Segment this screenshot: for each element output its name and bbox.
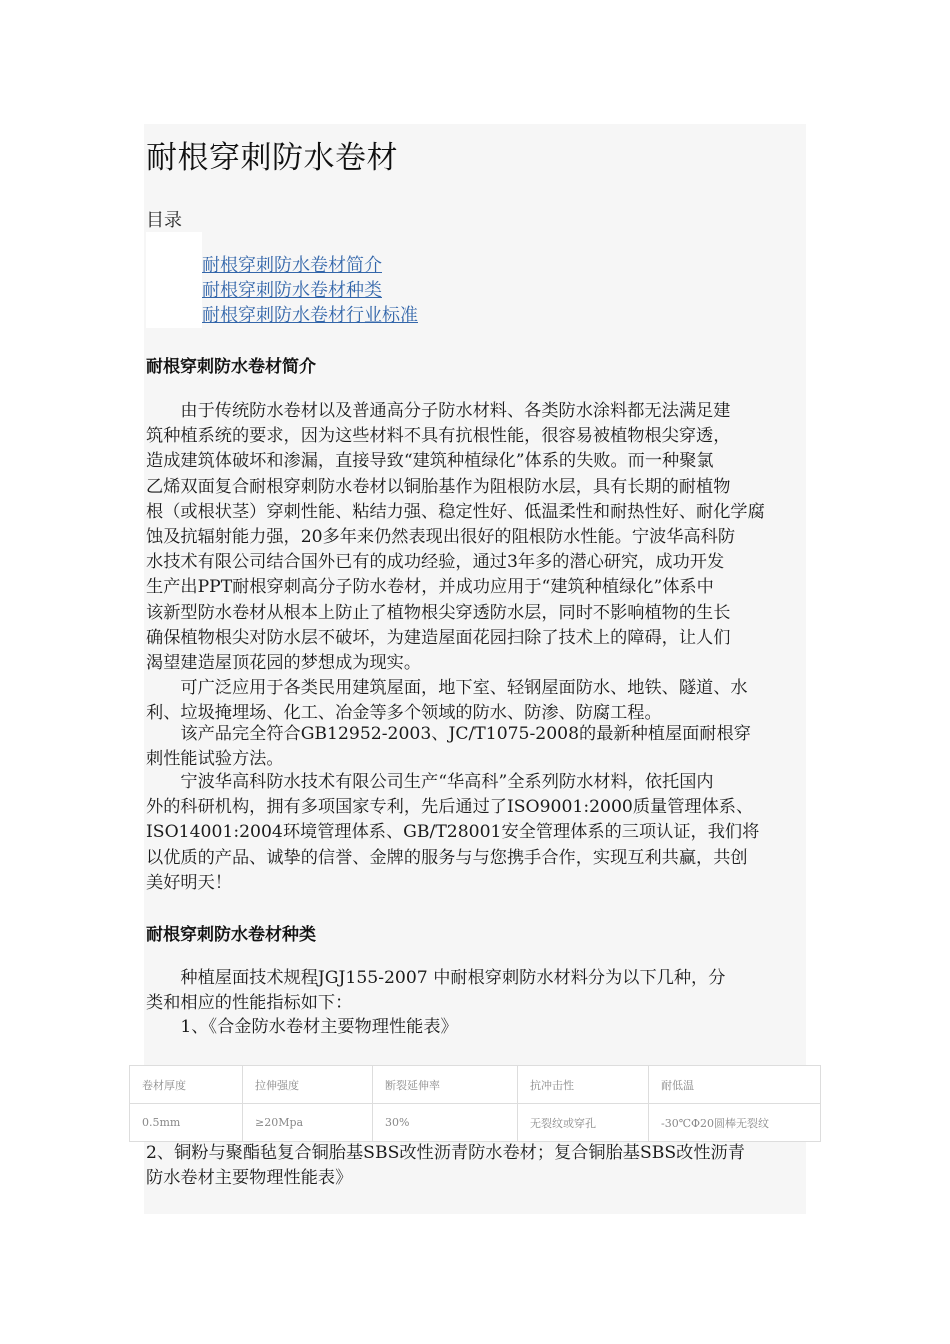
table-of-contents	[202, 253, 418, 328]
text-line: ISO14001:2004环境管理体系、GB/T28001安全管理体系的三项认证，我们将	[146, 822, 760, 843]
table-cell: ≥20Mpa	[243, 1104, 373, 1142]
intro-paragraph-1	[146, 399, 810, 676]
text-line: 宁波华高科防水技术有限公司生产“华高科”全系列防水材料，依托国内	[146, 772, 714, 792]
table-header-cell: 拉伸强度	[243, 1066, 373, 1104]
text-line: 乙烯双面复合耐根穿刺防水卷材以铜胎基作为阻根防水层，具有长期的耐植物	[146, 476, 731, 497]
intro-paragraph-4	[146, 770, 810, 896]
text-line: 该新型防水卷材从根本上防止了植物根尖穿透防水层，同时不影响植物的生长	[146, 602, 731, 623]
intro-paragraph-2	[146, 676, 810, 726]
document-title: 耐根穿刺防水卷材	[146, 140, 398, 176]
text-line: 蚀及抗辐射能力强，20多年来仍然表现出很好的阻根防水性能。宁波华高科防	[146, 527, 736, 548]
toc-item	[202, 253, 418, 278]
text-line: 刺性能试验方法。	[146, 749, 284, 770]
text-line: 外的科研机构，拥有多项国家专利，先后通过了ISO9001:2000质量管理体系、	[146, 797, 754, 818]
text-line: 由于传统防水卷材以及普通高分子防水材料、各类防水涂料都无法满足建	[146, 401, 731, 421]
toc-item	[202, 278, 418, 303]
text-line: 根（或根状茎）穿刺性能、粘结力强、稳定性好、低温柔性和耐热性好、耐化学腐	[146, 501, 765, 522]
table-header-cell: 抗冲击性	[518, 1066, 649, 1104]
table-cell: 0.5mm	[130, 1104, 243, 1142]
types-paragraph-2	[146, 1015, 810, 1040]
text-line: 造成建筑体破坏和渗漏，直接导致“建筑种植绿化”体系的失败。而一种聚氯	[146, 451, 714, 472]
text-line: 利、垃圾掩埋场、化工、冶金等多个领域的防水、防渗、防腐工程。	[146, 703, 662, 724]
text-line: 该产品完全符合GB12952-2003、JC/T1075-2008的最新种植屋面耐根穿	[146, 724, 751, 744]
table-row	[130, 1104, 821, 1142]
text-line: 防水卷材主要物理性能表》	[146, 1168, 353, 1189]
text-line: 确保植物根尖对防水层不破坏，为建造屋面花园扫除了技术上的障碍，让人们	[146, 627, 731, 648]
intro-paragraph-3	[146, 722, 810, 772]
table-header-cell: 卷材厚度	[130, 1066, 243, 1104]
text-line: 水技术有限公司结合国外已有的成功经验，通过3年多的潜心研究，成功开发	[146, 552, 725, 573]
toc-label: 目录	[146, 210, 182, 231]
table-header-row	[130, 1066, 821, 1104]
text-line: 可广泛应用于各类民用建筑屋面，地下室、轻钢屋面防水、地铁、隧道、水	[146, 678, 748, 698]
text-line: 类和相应的性能指标如下：	[146, 993, 353, 1014]
table-cell: -30℃Φ20圆棒无裂纹	[649, 1104, 821, 1142]
text-line: 生产出PPT耐根穿刺高分子防水卷材，并成功应用于“建筑种植绿化”体系中	[146, 577, 714, 598]
toc-link-types[interactable]: 耐根穿刺防水卷材种类	[202, 280, 382, 301]
section-heading-types: 耐根穿刺防水卷材种类	[146, 925, 316, 945]
types-paragraph-3	[146, 1141, 810, 1191]
types-paragraph-1	[146, 966, 810, 1016]
table-cell: 30%	[373, 1104, 518, 1142]
text-line: 筑种植系统的要求，因为这些材料不具有抗根性能，很容易被植物根尖穿透，	[146, 426, 731, 447]
table-header-cell: 耐低温	[649, 1066, 821, 1104]
table-cell: 无裂纹或穿孔	[518, 1104, 649, 1142]
section-heading-intro: 耐根穿刺防水卷材简介	[146, 357, 316, 377]
text-line: 美好明天！	[146, 872, 232, 893]
toc-indent-box	[146, 232, 202, 328]
toc-link-intro[interactable]: 耐根穿刺防水卷材简介	[202, 255, 382, 276]
table-header-cell: 断裂延伸率	[373, 1066, 518, 1104]
text-line: 渴望建造屋顶花园的梦想成为现实。	[146, 653, 422, 674]
text-line: 种植屋面技术规程JGJ155-2007 中耐根穿刺防水材料分为以下几种，分	[146, 968, 726, 988]
text-line: 2、铜粉与聚酯毡复合铜胎基SBS改性沥青防水卷材；复合铜胎基SBS改性沥青	[146, 1143, 745, 1163]
alloy-properties-table	[129, 1065, 821, 1142]
toc-item	[202, 303, 418, 328]
text-line: 1、《合金防水卷材主要物理性能表》	[146, 1017, 458, 1037]
toc-link-standards[interactable]: 耐根穿刺防水卷材行业标准	[202, 305, 418, 326]
text-line: 以优质的产品、诚挚的信誉、金牌的服务与与您携手合作，实现互利共赢，共创	[146, 847, 748, 868]
